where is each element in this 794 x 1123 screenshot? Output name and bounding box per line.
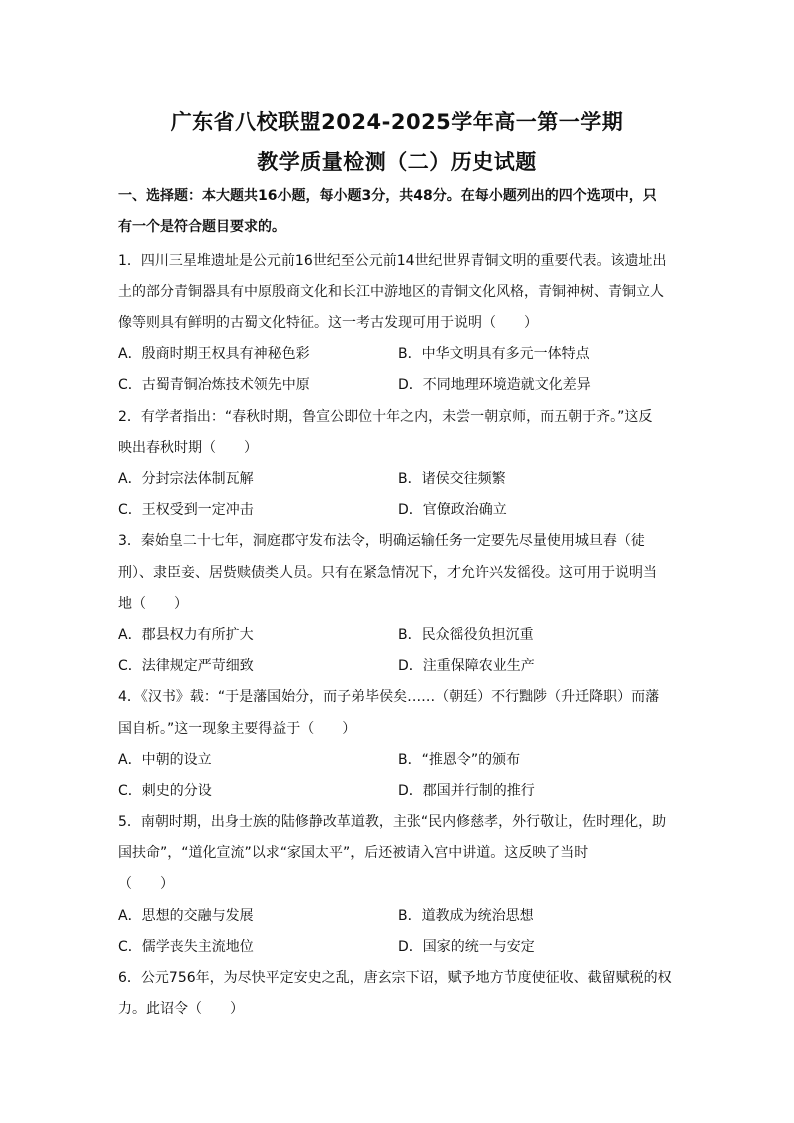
exam-title-line1: 广东省八校联盟2024-2025学年高一第一学期 — [170, 110, 624, 134]
question-4-text: 4．《汉书》载：“于是藩国始分，而子弟毕侯矣……（朝廷）不行黜陟（升迁降职）而藩 — [118, 689, 660, 705]
question-3-text: 刑）、隶臣妾、居赀赎债类人员。只有在紧急情况下，才允许兴发徭役。这可用于说明当 — [118, 565, 657, 581]
question-1-option-b: B．中华文明具有多元一体特点 — [398, 346, 590, 362]
question-1-text: 1．四川三星堆遗址是公元前16世纪至公元前14世纪世界青铜文明的重要代表。该遗址出 — [118, 253, 667, 269]
question-3-text: 3．秦始皇二十七年，洞庭郡守发布法令，明确运输任务一定要先尽量使用城旦舂（徒 — [118, 533, 645, 549]
question-5-option-a: A．思想的交融与发展 — [118, 908, 254, 924]
question-5-option-b: B．道教成为统治思想 — [398, 908, 534, 924]
question-2-text: 2．有学者指出：“春秋时期，鲁宣公即位十年之内，未尝一朝京师，而五朝于齐。”这反 — [118, 409, 653, 425]
exam-title-line2: 教学质量检测（二）历史试题 — [257, 150, 537, 174]
question-4-option-c: C．刺史的分设 — [118, 783, 212, 799]
question-2-option-d: D．官僚政治确立 — [398, 502, 507, 518]
question-4-option-b: B．“推恩令”的颁布 — [398, 752, 521, 768]
question-2-option-b: B．诸侯交往频繁 — [398, 471, 506, 487]
question-5-option-c: C．儒学丧失主流地位 — [118, 939, 254, 955]
question-2-option-a: A．分封宗法体制瓦解 — [118, 471, 254, 487]
question-5-text: 国扶命”，“道化宣流”以求“家国太平”，后还被请入宫中讲道。这反映了当时 — [118, 845, 589, 861]
section-instruction-line2: 有一个是符合题目要求的。 — [118, 219, 286, 235]
question-2-option-c: C．王权受到一定冲击 — [118, 502, 254, 518]
question-1-option-c: C．古蜀青铜冶炼技术领先中原 — [118, 377, 310, 393]
question-1-text: 土的部分青铜器具有中原殷商文化和长江中游地区的青铜文化风格，青铜神树、青铜立人 — [118, 284, 664, 300]
section-instruction-line1: 一、选择题：本大题共16小题，每小题3分，共48分。在每小题列出的四个选项中，只 — [118, 188, 657, 204]
question-3-option-b: B．民众徭役负担沉重 — [398, 627, 534, 643]
question-6-text: 6．公元756年，为尽快平定安史之乱，唐玄宗下诏，赋予地方节度使征收、截留赋税的权 — [118, 970, 672, 986]
question-4-option-d: D．郡国并行制的推行 — [398, 783, 535, 799]
question-1-option-d: D．不同地理环境造就文化差异 — [398, 377, 591, 393]
question-4-text: 国自析。”这一现象主要得益于（ ） — [118, 721, 357, 737]
question-2-text: 映出春秋时期（ ） — [118, 440, 258, 456]
question-5-text: 5．南朝时期，出身士族的陆修静改革道教，主张“民内修慈孝，外行敬让，佐时理化，助 — [118, 814, 667, 830]
question-5-option-d: D．国家的统一与安定 — [398, 939, 535, 955]
question-3-option-c: C．法律规定严苛细致 — [118, 658, 254, 674]
question-5-text: （ ） — [118, 876, 174, 892]
question-1-text: 像等则具有鲜明的古蜀文化特征。这一考古发现可用于说明（ ） — [118, 315, 538, 331]
question-1-option-a: A．殷商时期王权具有神秘色彩 — [118, 346, 310, 362]
question-3-option-d: D．注重保障农业生产 — [398, 658, 535, 674]
question-3-option-a: A．郡县权力有所扩大 — [118, 627, 254, 643]
question-4-option-a: A．中朝的设立 — [118, 752, 212, 768]
question-6-text: 力。此诏令（ ） — [118, 1001, 244, 1017]
question-3-text: 地（ ） — [118, 596, 188, 612]
